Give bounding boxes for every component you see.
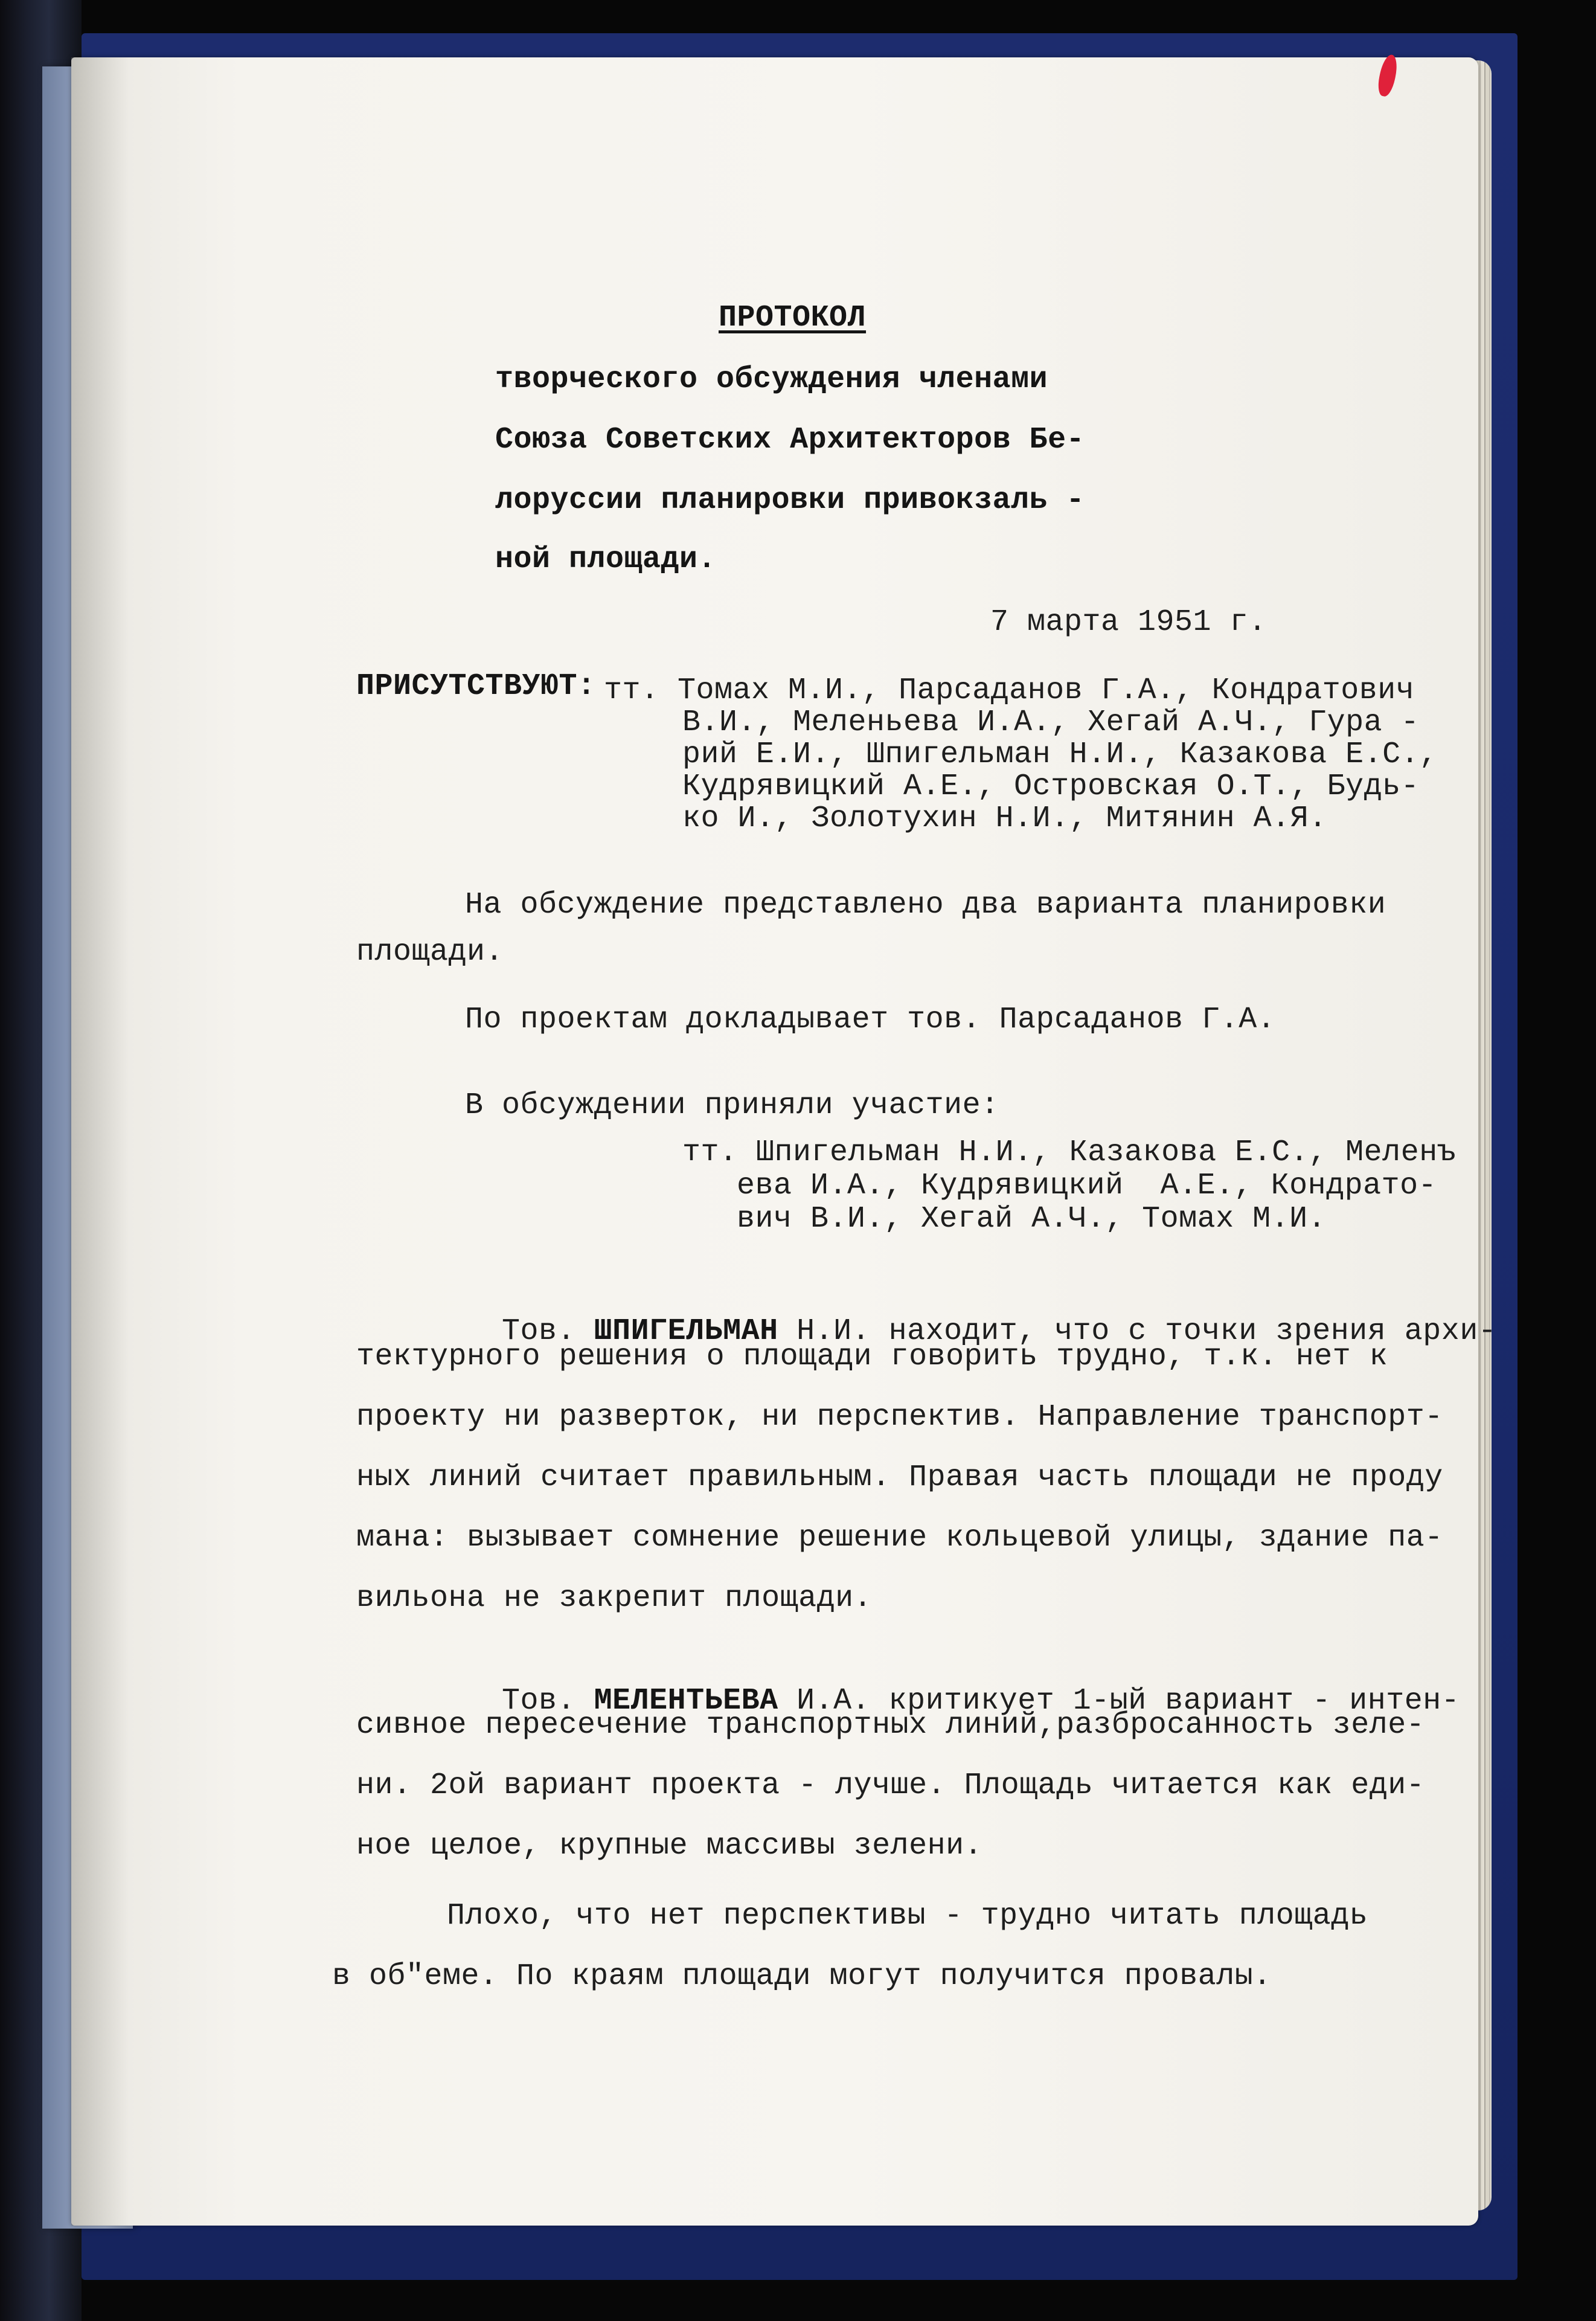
speaker-text: И.А. критикует 1-ый вариант - интен- bbox=[796, 1684, 1460, 1718]
speaker-prefix: Тов. bbox=[502, 1684, 576, 1718]
present-line: рий Е.И., Шпигельман Н.И., Казакова Е.С., bbox=[682, 737, 1438, 772]
speaker-text: Н.И. находит, что с точки зрения архи- bbox=[796, 1314, 1497, 1349]
subtitle-line: творческого обсуждения членами bbox=[495, 362, 1048, 397]
closing-line: в об"еме. По краям площади могут получится провалы. bbox=[332, 1959, 1272, 1994]
speaker-text-line: ное целое, крупные массивы зелени. bbox=[356, 1829, 983, 1863]
speaker-name: ШПИГЕЛЬМАН bbox=[594, 1314, 778, 1349]
paragraph-report: По проектам докладывает тов. Парсаданов Г.А. bbox=[465, 1003, 1276, 1037]
present-line: тт. Томах М.И., Парсаданов Г.А., Кондратович bbox=[604, 673, 1415, 708]
document-date: 7 марта 1951 г. bbox=[990, 605, 1267, 640]
speaker-text-line: вильона не закрепит площади. bbox=[356, 1581, 873, 1616]
participants-line: тт. Шпигельман Н.И., Казакова Е.С., Меленъ bbox=[682, 1135, 1457, 1170]
discussion-intro: В обсуждении приняли участие: bbox=[465, 1088, 999, 1123]
speaker-name: МЕЛЕНТЬЕВА bbox=[594, 1684, 778, 1718]
speaker-paragraph bbox=[465, 1279, 1496, 1349]
subtitle-line: Союза Советских Архитекторов Бе- bbox=[495, 423, 1085, 457]
speaker-text-line: тектурного решения о площади говорить трудно, т.к. нет к bbox=[356, 1340, 1388, 1374]
speaker-prefix: Тов. bbox=[502, 1314, 576, 1349]
subtitle-line: лоруссии планировки привокзаль - bbox=[495, 483, 1085, 518]
present-label: ПРИСУТСТВУЮТ: bbox=[356, 669, 596, 704]
speaker-text-line: мана: вызывает сомнение решение кольцевой улицы, здание па- bbox=[356, 1521, 1443, 1555]
participants-line: ева И.А., Кудрявицкий А.Е., Кондрато- bbox=[737, 1169, 1437, 1203]
subtitle-line: ной площади. bbox=[495, 542, 717, 577]
paragraph-variants: На обсуждение представлено два варианта планировки bbox=[465, 888, 1386, 922]
speaker-text-line: ни. 2ой вариант проекта - лучше. Площадь читается как еди- bbox=[356, 1768, 1425, 1803]
document-title: ПРОТОКОЛ bbox=[719, 301, 867, 335]
participants-line: вич В.И., Хегай А.Ч., Томах М.И. bbox=[737, 1202, 1327, 1236]
speaker-text-line: сивное пересечение транспортных линий,разбросанность зеле- bbox=[356, 1708, 1425, 1742]
present-line: В.И., Меленьева И.А., Хегай А.Ч., Гура - bbox=[682, 705, 1420, 740]
paragraph-variants: площади. bbox=[356, 935, 504, 969]
speaker-text-line: проекту ни разверток, ни перспектив. Направление транспорт- bbox=[356, 1400, 1443, 1434]
present-line: ко И., Золотухин Н.И., Митянин А.Я. bbox=[682, 801, 1327, 836]
speaker-text-line: ных линий считает правильным. Правая часть площади не проду bbox=[356, 1460, 1443, 1495]
closing-line: Плохо, что нет перспективы - трудно читать площадь bbox=[447, 1899, 1368, 1933]
present-line: Кудрявицкий А.Е., Островская О.Т., Будь- bbox=[682, 769, 1420, 804]
